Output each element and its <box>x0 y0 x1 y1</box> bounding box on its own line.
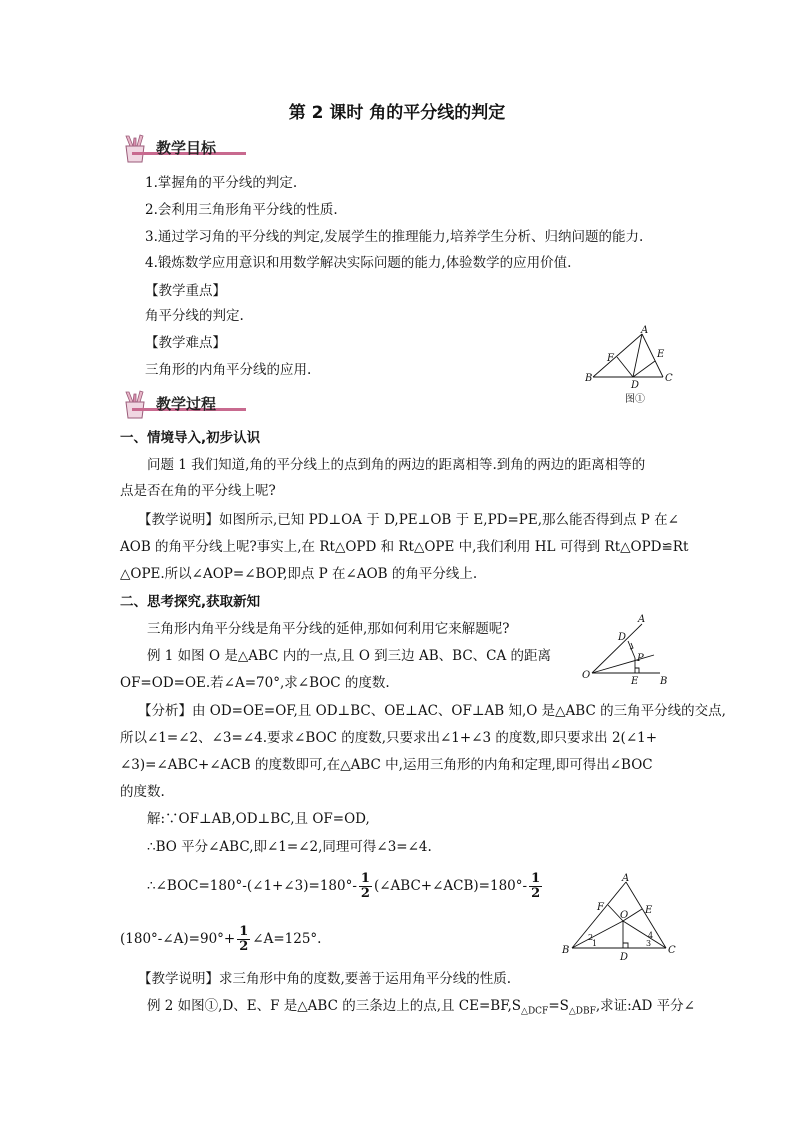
equation-text: (∠ABC+∠ACB)=180°- <box>373 878 528 894</box>
fig3-label-O: O <box>620 910 629 921</box>
banner-title: 教学过程 <box>156 395 217 413</box>
goal-item: 1.掌握角的平分线的判定. <box>145 175 298 191</box>
fraction-numerator: 1 <box>531 871 541 886</box>
fig2-label-E: E <box>631 676 639 687</box>
fig3-angle-4: 4 <box>648 931 654 940</box>
fraction-half <box>359 872 372 901</box>
fig1-label-D: D <box>631 380 640 391</box>
fig2-label-A: A <box>638 614 646 625</box>
analysis-line: 的度数. <box>120 784 165 800</box>
fig3-angle-3: 3 <box>646 939 652 948</box>
figure-1 <box>585 324 680 406</box>
fraction-denominator: 2 <box>360 886 370 901</box>
key-points-text: 角平分线的判定. <box>145 308 244 324</box>
equation-text: ∴∠BOC=180°-(∠1+∠3)=180°- <box>147 878 357 894</box>
paragraph-line: 【教学说明】如图所示,已知 PD⊥OA 于 D,PE⊥OB 于 E,PD=PE,那么能否得到点 P 在∠ <box>138 512 679 528</box>
equation-text: ∠A=125°. <box>252 931 322 947</box>
fraction-denominator: 2 <box>239 939 249 954</box>
difficulties-text: 三角形的内角平分线的应用. <box>145 362 312 378</box>
subscript: △DBF <box>568 1006 596 1017</box>
fig1-label-C: C <box>665 373 673 384</box>
analysis-line: 所以∠1=∠2、∠3=∠4.要求∠BOC 的度数,只要求出∠1+∠3 的度数,即只要求出 2(∠1+ <box>120 730 658 746</box>
goals-banner <box>118 134 253 164</box>
section-heading: 二、思考探究,获取新知 <box>120 594 261 610</box>
fig3-label-A: A <box>622 873 630 884</box>
fig2-label-B: B <box>660 676 668 687</box>
example-2-line <box>147 997 695 1021</box>
analysis-line: ∠3)=∠ABC+∠ACB 的度数即可,在△ABC 中,运用三角形的内角和定理,即可得出∠BOC <box>120 757 653 773</box>
fig1-label-B: B <box>585 373 593 384</box>
goal-item: 3.通过学习角的平分线的判定,发展学生的推理能力,培养学生分析、归纳问题的能力. <box>145 229 644 245</box>
fraction-numerator: 1 <box>360 871 370 886</box>
solution-line: 解:∵OF⊥AB,OD⊥BC,且 OF=OD, <box>147 811 370 827</box>
pencil-cup-icon <box>118 390 154 420</box>
figure-3 <box>558 872 683 964</box>
fig3-label-D: D <box>620 952 629 963</box>
paragraph-line: 问题 1 我们知道,角的平分线上的点到角的两边的距离相等.到角的两边的距离相等的 <box>147 457 646 473</box>
paragraph-line: AOB 的角平分线上呢?事实上,在 Rt△OPD 和 Rt△OPE 中,我们利用 HL 可得到 Rt△OPD≌Rt <box>120 539 689 555</box>
section-heading: 一、情境导入,初步认识 <box>120 430 261 446</box>
fig2-label-D: D <box>618 632 627 643</box>
equation-line <box>147 868 544 904</box>
fig3-angle-1: 1 <box>592 939 598 948</box>
equation-line <box>120 921 321 957</box>
process-banner <box>118 390 253 420</box>
difficulties-label: 【教学难点】 <box>145 335 226 351</box>
paragraph-line: △OPE.所以∠AOP=∠BOP,即点 P 在∠AOB 的角平分线上. <box>120 566 478 582</box>
solution-line: ∴BO 平分∠ABC,即∠1=∠2,同理可得∠3=∠4. <box>147 839 432 855</box>
fig1-caption: 图① <box>625 394 645 405</box>
example-2-text: =S <box>548 998 569 1014</box>
fig3-label-F: F <box>597 902 604 913</box>
example-1-line: OF=OD=OE.若∠A=70°,求∠BOC 的度数. <box>120 675 390 691</box>
subscript: △DCF <box>521 1006 549 1017</box>
teaching-note: 【教学说明】求三角形中角的度数,要善于运用角平分线的性质. <box>138 971 512 987</box>
pencil-cup-icon <box>118 134 154 164</box>
fig3-label-C: C <box>668 945 676 956</box>
fraction-half <box>529 872 542 901</box>
fig1-label-A: A <box>641 325 649 336</box>
goal-item: 4.锻炼数学应用意识和用数学解决实际问题的能力,体验数学的应用价值. <box>145 255 572 271</box>
equation-text: (180°-∠A)=90°+ <box>120 931 236 947</box>
paragraph-line: 点是否在角的平分线上呢? <box>120 483 276 499</box>
fraction-numerator: 1 <box>239 924 249 939</box>
example-2-text: ,求证:AD 平分∠ <box>595 998 695 1014</box>
example-2-text: 例 2 如图①,D、E、F 是△ABC 的三条边上的点,且 CE=BF,S <box>147 998 522 1014</box>
fig3-label-E: E <box>645 905 653 916</box>
fig3-label-B: B <box>562 945 570 956</box>
analysis-line: 【分析】由 OD=OE=OF,且 OD⊥BC、OE⊥AC、OF⊥AB 知,O 是△ABC 的三角平分线的交点, <box>138 703 726 719</box>
fig2-label-O: O <box>582 670 591 681</box>
fraction-half <box>237 925 250 954</box>
banner-title: 教学目标 <box>156 139 217 157</box>
fig2-label-P: P <box>637 653 644 664</box>
figure-2 <box>580 612 680 690</box>
fig1-label-E: E <box>657 349 665 360</box>
fig1-label-F: F <box>607 353 614 364</box>
goal-item: 2.会利用三角形角平分线的性质. <box>145 202 338 218</box>
key-points-label: 【教学重点】 <box>145 283 226 299</box>
example-1-line: 例 1 如图 O 是△ABC 内的一点,且 O 到三边 AB、BC、CA 的距离 <box>147 648 552 664</box>
paragraph-line: 三角形内角平分线是角平分线的延伸,那如何利用它来解题呢? <box>147 621 510 637</box>
fraction-denominator: 2 <box>531 886 541 901</box>
fig3-angle-2: 2 <box>588 933 594 942</box>
page-title: 第 2 课时 角的平分线的判定 <box>288 103 506 123</box>
